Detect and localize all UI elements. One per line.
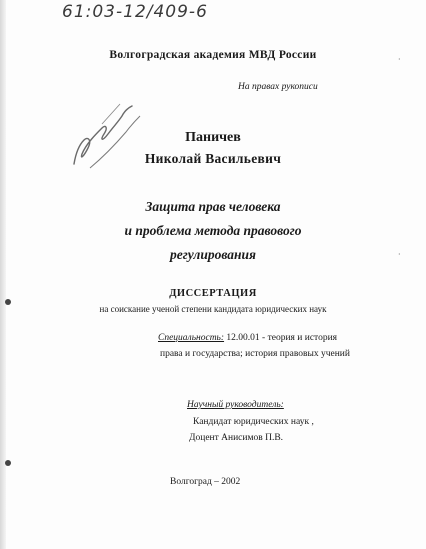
author-last-name: Паничев	[185, 130, 241, 145]
author-first-patronymic: Николай Васильевич	[144, 151, 282, 166]
binder-hole-icon	[5, 460, 11, 466]
specialty-code: 12.00.01 - теория и история	[226, 333, 338, 343]
supervisor-name: Доцент Анисимов П.В.	[189, 433, 284, 443]
scan-edge	[0, 0, 6, 549]
work-type: ДИССЕРТАЦИЯ	[169, 288, 257, 299]
degree-line: на соискание ученой степени кандидата юридических наук	[99, 304, 327, 314]
academy-name: Волгоградская академия МВД России	[109, 49, 317, 61]
specialty-line-2: права и государства; история правовых учений	[160, 349, 350, 359]
place-year: Волгоград – 2002	[170, 477, 241, 487]
manuscript-note: На правах рукописи	[238, 82, 318, 92]
supervisor-degree: Кандидат юридических наук ,	[193, 417, 314, 427]
specialty-line-1	[158, 333, 337, 343]
supervisor-label: Научный руководитель:	[187, 400, 284, 410]
title-line: Защита прав человека	[145, 199, 281, 214]
title-line: и проблема метода правового	[124, 223, 302, 238]
scan-mark: ·	[398, 55, 401, 64]
scan-mark: ·	[398, 250, 401, 259]
title-line: регулирования	[170, 247, 256, 262]
specialty-label: Специальность:	[158, 333, 225, 343]
archive-number: 61:03-12/409-6	[62, 2, 208, 22]
